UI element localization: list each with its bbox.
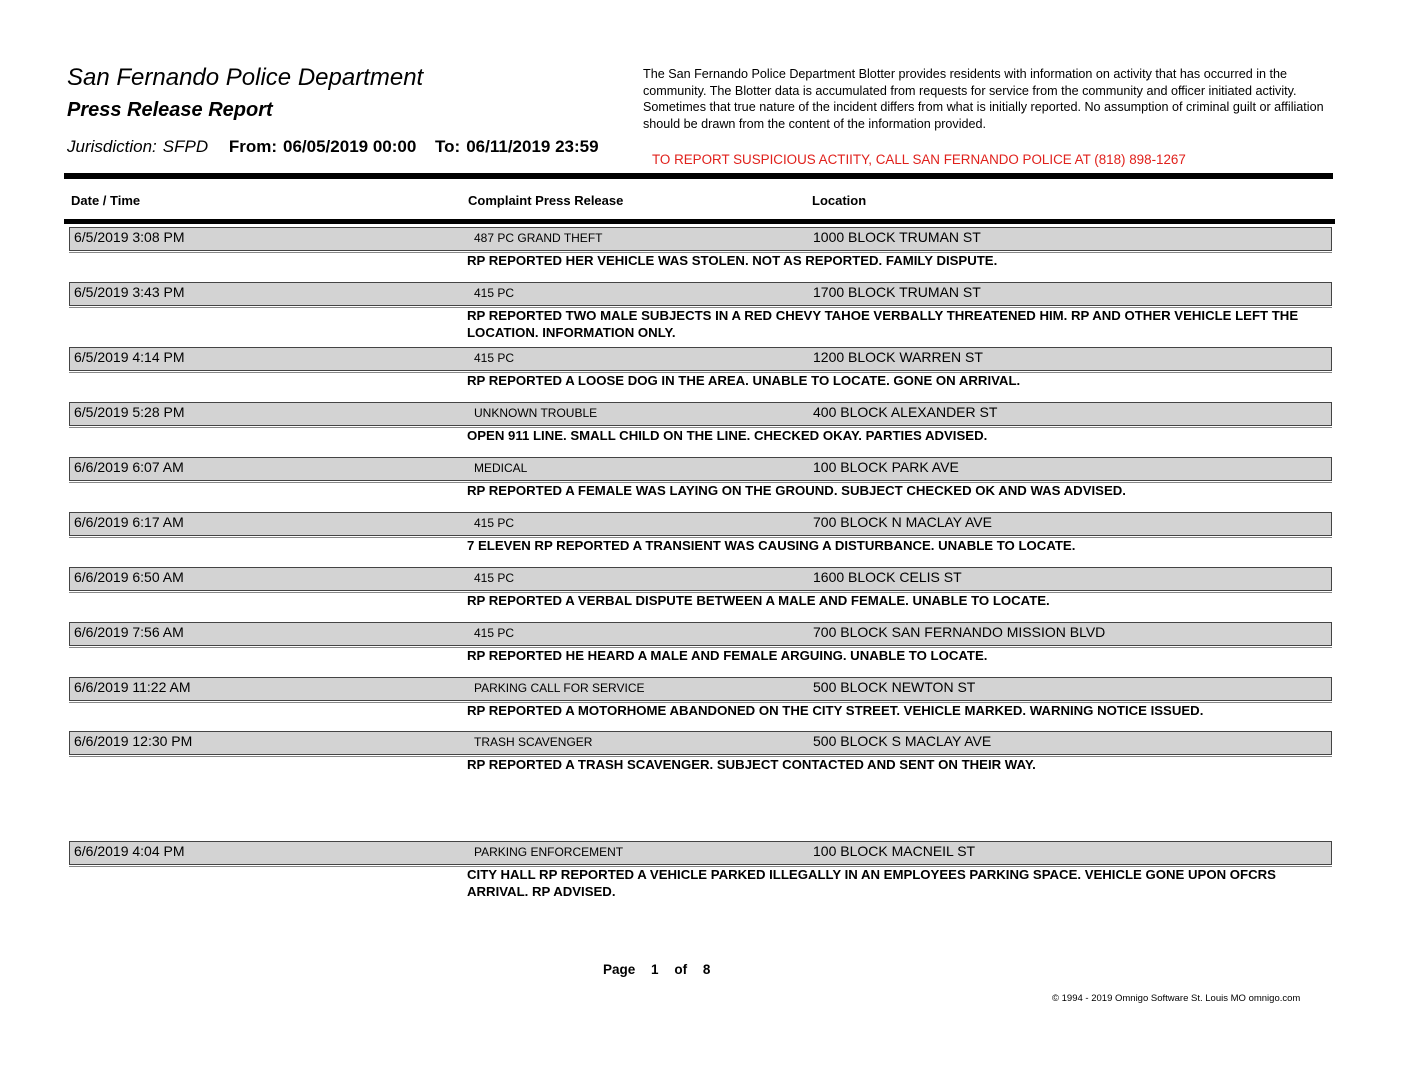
entry-datetime: 6/6/2019 4:04 PM [74,843,185,859]
entry-location: 1200 BLOCK WARREN ST [813,349,983,365]
entry-complaint: 487 PC GRAND THEFT [474,231,603,245]
entry-row [69,622,1332,646]
page-number: 1 [651,962,659,977]
entry-description: RP REPORTED A LOOSE DOG IN THE AREA. UNABLE TO LOCATE. GONE ON ARRIVAL. [467,373,1021,388]
entry-row [69,731,1332,755]
entry-row [69,402,1332,426]
entry-row [69,227,1332,251]
entry-row [69,457,1332,481]
entry-location: 100 BLOCK MACNEIL ST [813,843,976,859]
column-header-complaint: Complaint Press Release [468,193,624,208]
entry-description: RP REPORTED TWO MALE SUBJECTS IN A RED CHEVY TAHOE VERBALLY THREATENED HIM. RP AND OTHER VEHICLE LEFT THE LOCATION. INFORMATION ONLY. [467,308,1299,340]
page-total: 8 [702,962,711,977]
report-title: Press Release Report [67,99,273,121]
entry-description: RP REPORTED HE HEARD A MALE AND FEMALE ARGUING. UNABLE TO LOCATE. [467,648,988,663]
entry-row [69,282,1332,306]
entry-row [69,841,1332,865]
entry-location: 1600 BLOCK CELIS ST [813,569,962,585]
report-parameters [67,137,599,157]
entry-complaint: UNKNOWN TROUBLE [474,406,598,420]
jurisdiction-value: SFPD [162,137,209,156]
entry-datetime: 6/5/2019 4:14 PM [74,349,185,365]
entry-datetime: 6/5/2019 3:08 PM [74,229,185,245]
column-header-location: Location [812,193,867,208]
page-label: Page [603,962,636,977]
entry-location: 700 BLOCK SAN FERNANDO MISSION BLVD [813,624,1106,640]
column-header-datetime: Date / Time [71,193,141,208]
copyright-notice: © 1994 - 2019 Omnigo Software St. Louis MO omnigo.com [1052,993,1301,1004]
entry-location: 400 BLOCK ALEXANDER ST [813,404,998,420]
entry-datetime: 6/6/2019 12:30 PM [74,733,193,749]
entry-complaint: PARKING CALL FOR SERVICE [474,681,645,695]
entry-location: 700 BLOCK N MACLAY AVE [813,514,992,530]
entry-complaint: MEDICAL [474,461,528,475]
suspicious-activity-notice: TO REPORT SUSPICIOUS ACTIITY, CALL SAN FERNANDO POLICE AT (818) 898-1267 [652,152,1186,167]
entry-complaint: 415 PC [474,286,515,300]
header-divider [64,173,1333,179]
department-name: San Fernando Police Department [67,64,424,91]
entry-description: RP REPORTED HER VEHICLE WAS STOLEN. NOT AS REPORTED. FAMILY DISPUTE. [467,253,998,268]
entry-description: RP REPORTED A FEMALE WAS LAYING ON THE GROUND. SUBJECT CHECKED OK AND WAS ADVISED. [467,483,1126,498]
entry-description: CITY HALL RP REPORTED A VEHICLE PARKED ILLEGALLY IN AN EMPLOYEES PARKING SPACE. VEHICLE GONE UPON OFCRS ARRIVAL. RP ADVISED. [467,867,1276,899]
entry-location: 500 BLOCK S MACLAY AVE [813,733,992,749]
entry-description: 7 ELEVEN RP REPORTED A TRANSIENT WAS CAUSING A DISTURBANCE. UNABLE TO LOCATE. [467,538,1076,553]
entry-datetime: 6/5/2019 5:28 PM [74,404,185,420]
from-value: 06/05/2019 00:00 [283,137,417,156]
disclaimer-text: The San Fernando Police Department Blotter provides residents with information on activity that has occurred in the community. The Blotter data is accumulated from requests for service from the community and officer initiated activity. Sometimes that true nature of the incident differs from what is initially reported. No assumption of criminal guilt or affiliation should be drawn from the content of the information provided. [643,67,1324,131]
entry-complaint: 415 PC [474,351,515,365]
entry-row [69,347,1332,371]
entry-datetime: 6/6/2019 6:50 AM [74,569,184,585]
entry-datetime: 6/6/2019 7:56 AM [74,624,184,640]
entry-location: 500 BLOCK NEWTON ST [813,679,976,695]
entry-complaint: PARKING ENFORCEMENT [474,845,624,859]
entry-datetime: 6/6/2019 11:22 AM [74,679,191,695]
entry-location: 1000 BLOCK TRUMAN ST [813,229,981,245]
column-header-divider [64,219,1335,224]
entry-row [69,512,1332,536]
jurisdiction-label: Jurisdiction: [67,137,157,156]
entry-description: RP REPORTED A MOTORHOME ABANDONED ON THE CITY STREET. VEHICLE MARKED. WARNING NOTICE ISSUED. [467,703,1204,718]
entry-location: 100 BLOCK PARK AVE [813,459,959,475]
entry-description: RP REPORTED A VERBAL DISPUTE BETWEEN A MALE AND FEMALE. UNABLE TO LOCATE. [467,593,1050,608]
from-label: From: [228,137,278,156]
entry-location: 1700 BLOCK TRUMAN ST [813,284,981,300]
entry-row [69,567,1332,591]
entry-datetime: 6/5/2019 3:43 PM [74,284,185,300]
of-label: of [674,962,688,977]
to-value: 06/11/2019 23:59 [466,137,599,156]
entry-complaint: 415 PC [474,571,515,585]
entry-description: RP REPORTED A TRASH SCAVENGER. SUBJECT CONTACTED AND SENT ON THEIR WAY. [467,757,1036,772]
entry-complaint: 415 PC [474,626,515,640]
entry-row [69,677,1332,701]
entry-description: OPEN 911 LINE. SMALL CHILD ON THE LINE. CHECKED OKAY. PARTIES ADVISED. [467,428,988,443]
entry-complaint: 415 PC [474,516,515,530]
entry-datetime: 6/6/2019 6:17 AM [74,514,184,530]
entry-datetime: 6/6/2019 6:07 AM [74,459,184,475]
entry-complaint: TRASH SCAVENGER [474,735,593,749]
to-label: To: [435,137,461,156]
page-indicator [603,962,722,977]
